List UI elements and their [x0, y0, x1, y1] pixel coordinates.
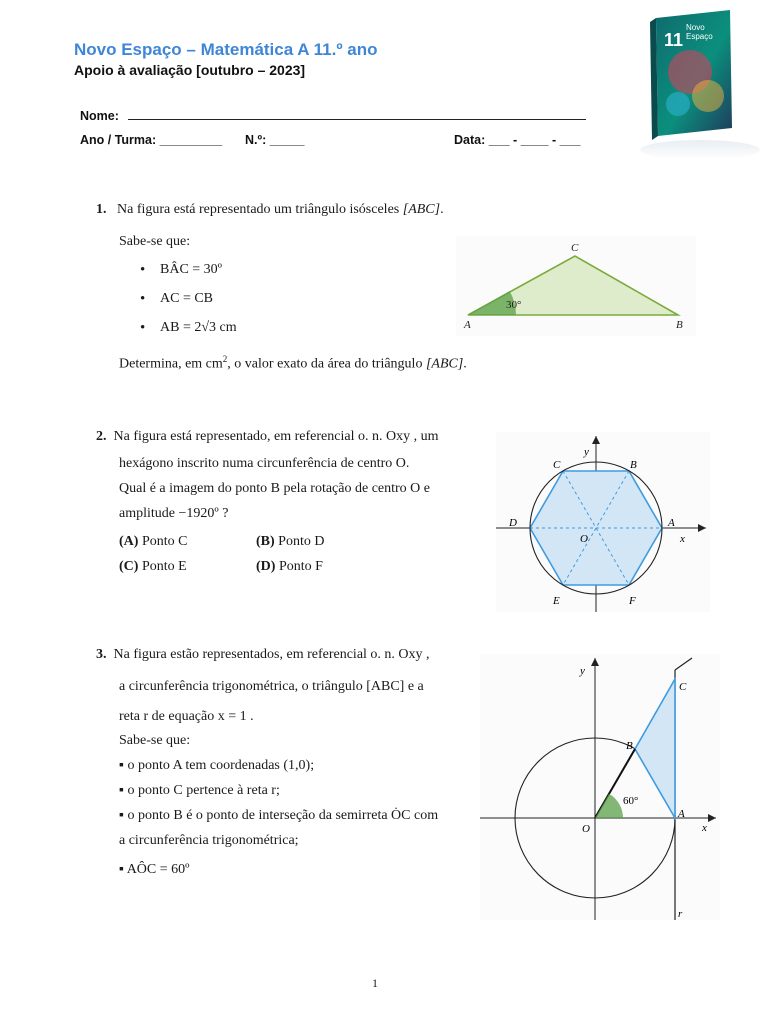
book-cover-text: Novo — [686, 23, 705, 32]
point-c-label: C — [553, 459, 561, 471]
option-text: Ponto D — [278, 534, 325, 549]
q1-intro: Na figura está representado um triângulo isósceles — [117, 202, 400, 217]
q1-condition-equal-sides: • AC = CB — [140, 286, 400, 315]
q1-task-b: , o valor exato da área do triângulo — [227, 356, 423, 372]
point-b-label: B — [626, 740, 633, 752]
q3-line1: Na figura estão representados, em referencial o. n. Oxy , — [113, 647, 430, 662]
option-key: (A) — [119, 534, 139, 549]
point-e-label: E — [553, 595, 560, 607]
option-d[interactable] — [256, 554, 323, 580]
axis-x-label: x — [702, 822, 707, 834]
svg-text:11: 11 — [664, 30, 684, 50]
q1-condition-angle: • BÂC = 30º — [140, 257, 400, 286]
question-number: 1. — [96, 202, 107, 217]
option-text: Ponto E — [141, 559, 187, 574]
q3-condition-angle: ▪ AÔC = 60º — [119, 862, 190, 877]
vertex-b-label: B — [676, 319, 683, 331]
point-d-label: D — [509, 517, 517, 529]
q3-condition-b: ▪ o ponto B é o ponto de interseção da semirreta ȮC com — [119, 808, 439, 823]
origin-label: O — [582, 823, 590, 835]
option-text: Ponto F — [278, 559, 323, 574]
triangle-figure — [456, 236, 696, 336]
vertex-c-label: C — [571, 242, 579, 254]
angle-30-label: 30° — [506, 299, 522, 311]
q2-line3: Qual é a imagem do ponto B pela rotação de centro O e — [119, 481, 430, 496]
q1-task-sup: 2 — [222, 354, 228, 364]
point-a-label: A — [668, 517, 675, 529]
point-a-label: A — [678, 808, 685, 820]
hexagon-figure — [496, 432, 710, 612]
question-number: 2. — [96, 429, 107, 444]
axis-y-label: y — [584, 446, 589, 458]
name-input-line[interactable] — [128, 108, 586, 120]
option-b[interactable] — [256, 529, 324, 555]
question-3 — [96, 642, 476, 668]
book-cover-image — [620, 0, 768, 165]
question-2 — [96, 424, 486, 450]
q3-line2: a circunferência trigonométrica, o triângulo [ABC] e a — [119, 679, 424, 694]
q1-given: Sabe-se que: — [119, 234, 191, 249]
point-c-label: C — [679, 681, 687, 693]
q3-condition-a: ▪ o ponto A tem coordenadas (1,0); — [119, 758, 315, 773]
name-label: Nome: — [80, 109, 119, 123]
point-b-label: B — [630, 459, 637, 471]
option-a[interactable] — [119, 529, 187, 555]
option-text: Ponto C — [141, 534, 188, 549]
q1-task-a: Determina, em cm — [119, 356, 223, 372]
vertex-a-label: A — [464, 319, 471, 331]
axis-y-label: y — [580, 665, 585, 677]
q3-conditions — [119, 728, 479, 882]
line-r-label: r — [678, 908, 683, 920]
q2-line2: hexágono inscrito numa circunferência de centro O. — [119, 456, 410, 471]
option-key: (B) — [256, 534, 275, 549]
q3-condition-c: ▪ o ponto C pertence à reta r; — [119, 783, 280, 798]
origin-label: O — [580, 533, 588, 545]
option-key: (C) — [119, 559, 139, 574]
q3-given: Sabe-se que: — [119, 733, 191, 748]
q1-condition-base: • AB = 2√3 cm — [140, 315, 400, 344]
q2-line1: Na figura está representado, em referencial o. n. Oxy , um — [113, 429, 439, 444]
numero-field: N.º: _____ — [245, 133, 305, 147]
q2-line4: amplitude −1920º ? — [119, 506, 229, 521]
name-field — [80, 108, 586, 123]
q1-intro-math: [ABC] — [402, 202, 441, 217]
unit-circle-figure — [480, 654, 720, 920]
question-number: 3. — [96, 647, 107, 662]
q2-text — [119, 452, 489, 526]
question-1: 1. Na figura está representado um triângulo isósceles [ABC]. — [96, 202, 444, 217]
q1-task-math: [ABC] — [425, 356, 464, 372]
angle-60-label: 60° — [623, 795, 639, 807]
svg-text:Espaço: Espaço — [686, 32, 713, 41]
ano-turma-field: Ano / Turma: _________ — [80, 133, 223, 147]
doc-subtitle: Apoio à avaliação [outubro – 2023] — [74, 62, 306, 78]
point-f-label: F — [629, 595, 636, 607]
option-c[interactable] — [119, 554, 187, 580]
doc-title: Novo Espaço – Matemática A 11.º ano — [74, 40, 378, 59]
q3-line3: reta r de equação x = 1 . — [119, 709, 254, 724]
q1-task: Determina, em $cm^2$, o valor exato da área do triângulo [ABC]. — [119, 354, 467, 372]
q3-condition-b-cont: a circunferência trigonométrica; — [119, 833, 299, 848]
q1-conditions — [140, 257, 400, 344]
date-field: Data: ___ - ____ - ___ — [454, 133, 581, 147]
option-key: (D) — [256, 559, 276, 574]
axis-x-label: x — [680, 533, 685, 545]
page-number: 1 — [372, 976, 378, 990]
q3-text — [119, 672, 479, 732]
